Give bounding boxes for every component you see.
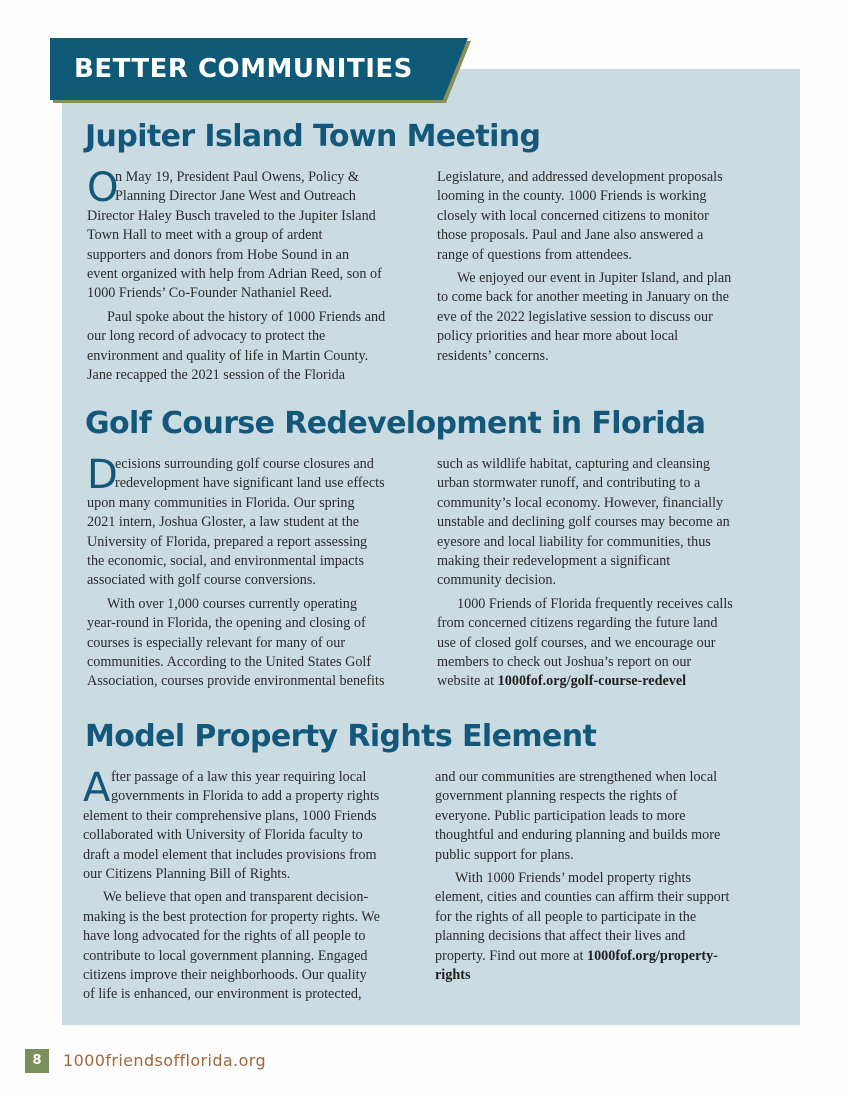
article-property-left-column: A fter passage of a law this year requiring local governments in Florida to add a property rights element to their comprehensive plans, 1000 Friends collaborated with University of Florida faculty to draft a model element that includes provisions from our Citizens Planning Bill of Rights. We believe that open and transparent decision- making is the best protection for property rights. We have long advocated for the rights of all people to contribute to local government planning. Engaged citizens improve their neighborhoods. Our quality of life is enhanced, our environment is protected, — [83, 765, 380, 1003]
article-jupiter-right-column: Legislature, and addressed development proposals looming in the county. 1000 Friends is working closely with local concerned citizens to monitor those proposals. Paul and Jane also answered a range of questions from attendees. We enjoyed our event in Jupiter Island, and plan to come back for another meeting in January on the eve of the 2022 legislative session to discuss our policy priorities and hear more about local residents’ concerns. — [437, 169, 732, 364]
article-golf-right-column: such as wildlife habitat, capturing and cleansing urban stormwater runoff, and contributing to a community’s local economy. However, financially unstable and declining golf courses may become an eyesore and local liability for communities, thus making their redevelopment a significant community decision. 1000 Friends of Florida frequently receives calls from concerned citizens regarding the future land use of closed golf courses, and we encourage our members to check out Joshua’s report on our website at 1000fof.org/golf-course-redevel — [437, 456, 733, 690]
property-rights-link-continued[interactable]: rights — [435, 966, 471, 983]
section-title-golf: Golf Course Redevelopment in Florida — [85, 406, 706, 441]
banner-label: BETTER COMMUNITIES — [74, 54, 413, 84]
article-property-right-column: and our communities are strengthened when local government planning respects the rights of everyone. Public participation leads to more thoughtful and enduring planning and builds more public support for plans. With 1000 Friends’ model property rights element, cities and counties can affirm their support for the rights of all people to participate in the planning decisions that affect their lives and property. Find out more at 1000fof.org/property- rights — [435, 768, 770, 985]
drop-cap: A — [83, 765, 111, 811]
article-jupiter-left-column: O n May 19, President Paul Owens, Policy & Planning Director Jane West and Outreach Director Haley Busch traveled to the Jupiter Island Town Hall to meet with a group of ardent supporters and donors from Hobe Sound in an event organized with help from Adrian Reed, son of 1000 Friends’ Co-Founder Nathaniel Reed. Paul spoke about the history of 1000 Friends and our long record of advocacy to protect the environment and quality of life in Martin County. Jane recapped the 2021 session of the Florida — [87, 165, 386, 383]
drop-cap: O — [87, 165, 119, 211]
section-title-jupiter: Jupiter Island Town Meeting — [85, 119, 541, 154]
golf-report-link[interactable]: 1000fof.org/golf-course-redevel — [497, 673, 687, 690]
property-rights-link[interactable]: 1000fof.org/property- — [586, 947, 718, 964]
drop-cap: D — [87, 452, 118, 498]
page-number: 8 — [25, 1049, 49, 1073]
section-title-property-rights: Model Property Rights Element — [85, 719, 597, 754]
footer-website-link[interactable]: 1000friendsofflorida.org — [63, 1051, 267, 1070]
article-golf-left-column: D ecisions surrounding golf course closures and redevelopment have significant land use effects upon many communities in Florida. Our spring 2021 intern, Joshua Gloster, a law student at the University of Florida, prepared a report assessing the economic, social, and environmental impacts associated with golf course conversions. With over 1,000 courses currently operating year-round in Florida, the opening and closing of courses is especially relevant for many of our communities. According to the United States Golf Association, courses provide environmental benefits — [87, 452, 385, 690]
